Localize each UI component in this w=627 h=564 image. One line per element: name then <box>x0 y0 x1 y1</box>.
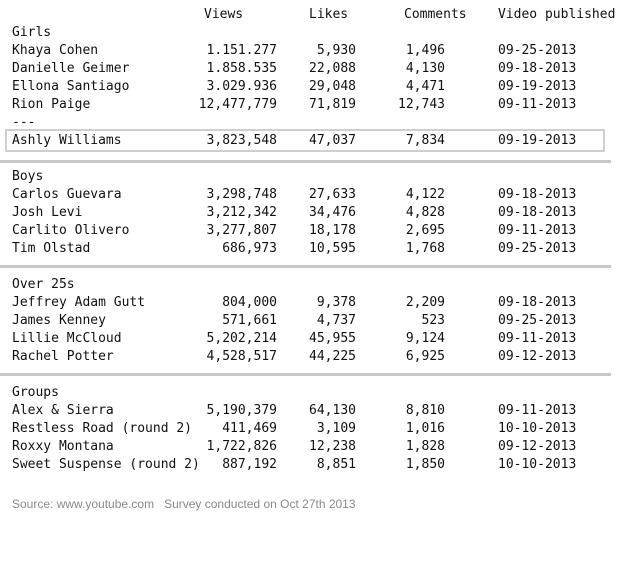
section-title-groups: Groups <box>12 385 59 400</box>
highlighted-row: Ashly Williams 3,823,548 47,037 7,834 09-19-2013 <box>12 133 577 148</box>
table-row: Ellona Santiago 3.029.936 29,048 4,471 09-19-2013 <box>12 79 577 94</box>
table-row: Josh Levi 3,212,342 34,476 4,828 09-18-2013 <box>12 205 577 220</box>
table-row: Rion Paige 12,477,779 71,819 12,743 09-11-2013 <box>12 97 577 112</box>
column-header-row <box>0 6 627 24</box>
table-row: Roxxy Montana 1,722,826 12,238 1,828 09-12-2013 <box>12 439 577 454</box>
table-row: Tim Olstad 686,973 10,595 1,768 09-25-2013 <box>12 241 577 256</box>
section-divider <box>0 265 611 268</box>
section-title-boys: Boys <box>12 169 44 184</box>
table-row: Carlos Guevara 3,298,748 27,633 4,122 09-18-2013 <box>12 187 577 202</box>
section-title-over-25s: Over 25s <box>12 277 75 292</box>
table-row: Restless Road (round 2) 411,469 3,109 1,016 10-10-2013 <box>12 421 577 436</box>
header-comments: Comments <box>404 7 467 22</box>
table-row: Lillie McCloud 5,202,214 45,955 9,124 09-11-2013 <box>12 331 577 346</box>
header-views: Views <box>204 7 244 22</box>
header-likes: Likes <box>309 7 349 22</box>
table-row: Rachel Potter 4,528,517 44,225 6,925 09-12-2013 <box>12 349 577 364</box>
table-row: Khaya Cohen 1.151.277 5,930 1,496 09-25-2013 <box>12 43 577 58</box>
section-divider <box>0 160 611 163</box>
table-row: Sweet Suspense (round 2) 887,192 8,851 1,850 10-10-2013 <box>12 457 577 472</box>
ellipsis-row: --- <box>12 115 36 130</box>
table-row: Danielle Geimer 1.858.535 22,088 4,130 09-18-2013 <box>12 61 577 76</box>
table-row: Alex & Sierra 5,190,379 64,130 8,810 09-11-2013 <box>12 403 577 418</box>
table-row: Carlito Olivero 3,277,807 18,178 2,695 09-11-2013 <box>12 223 577 238</box>
header-video-published: Video published <box>498 7 616 22</box>
section-title-girls: Girls <box>12 25 52 40</box>
table-row: Jeffrey Adam Gutt 804,000 9,378 2,209 09-18-2013 <box>12 295 577 310</box>
section-divider <box>0 373 611 376</box>
source-footnote: Source: www.youtube.com Survey conducted on Oct 27th 2013 <box>12 497 356 511</box>
table-row: James Kenney 571,661 4,737 523 09-25-2013 <box>12 313 577 328</box>
